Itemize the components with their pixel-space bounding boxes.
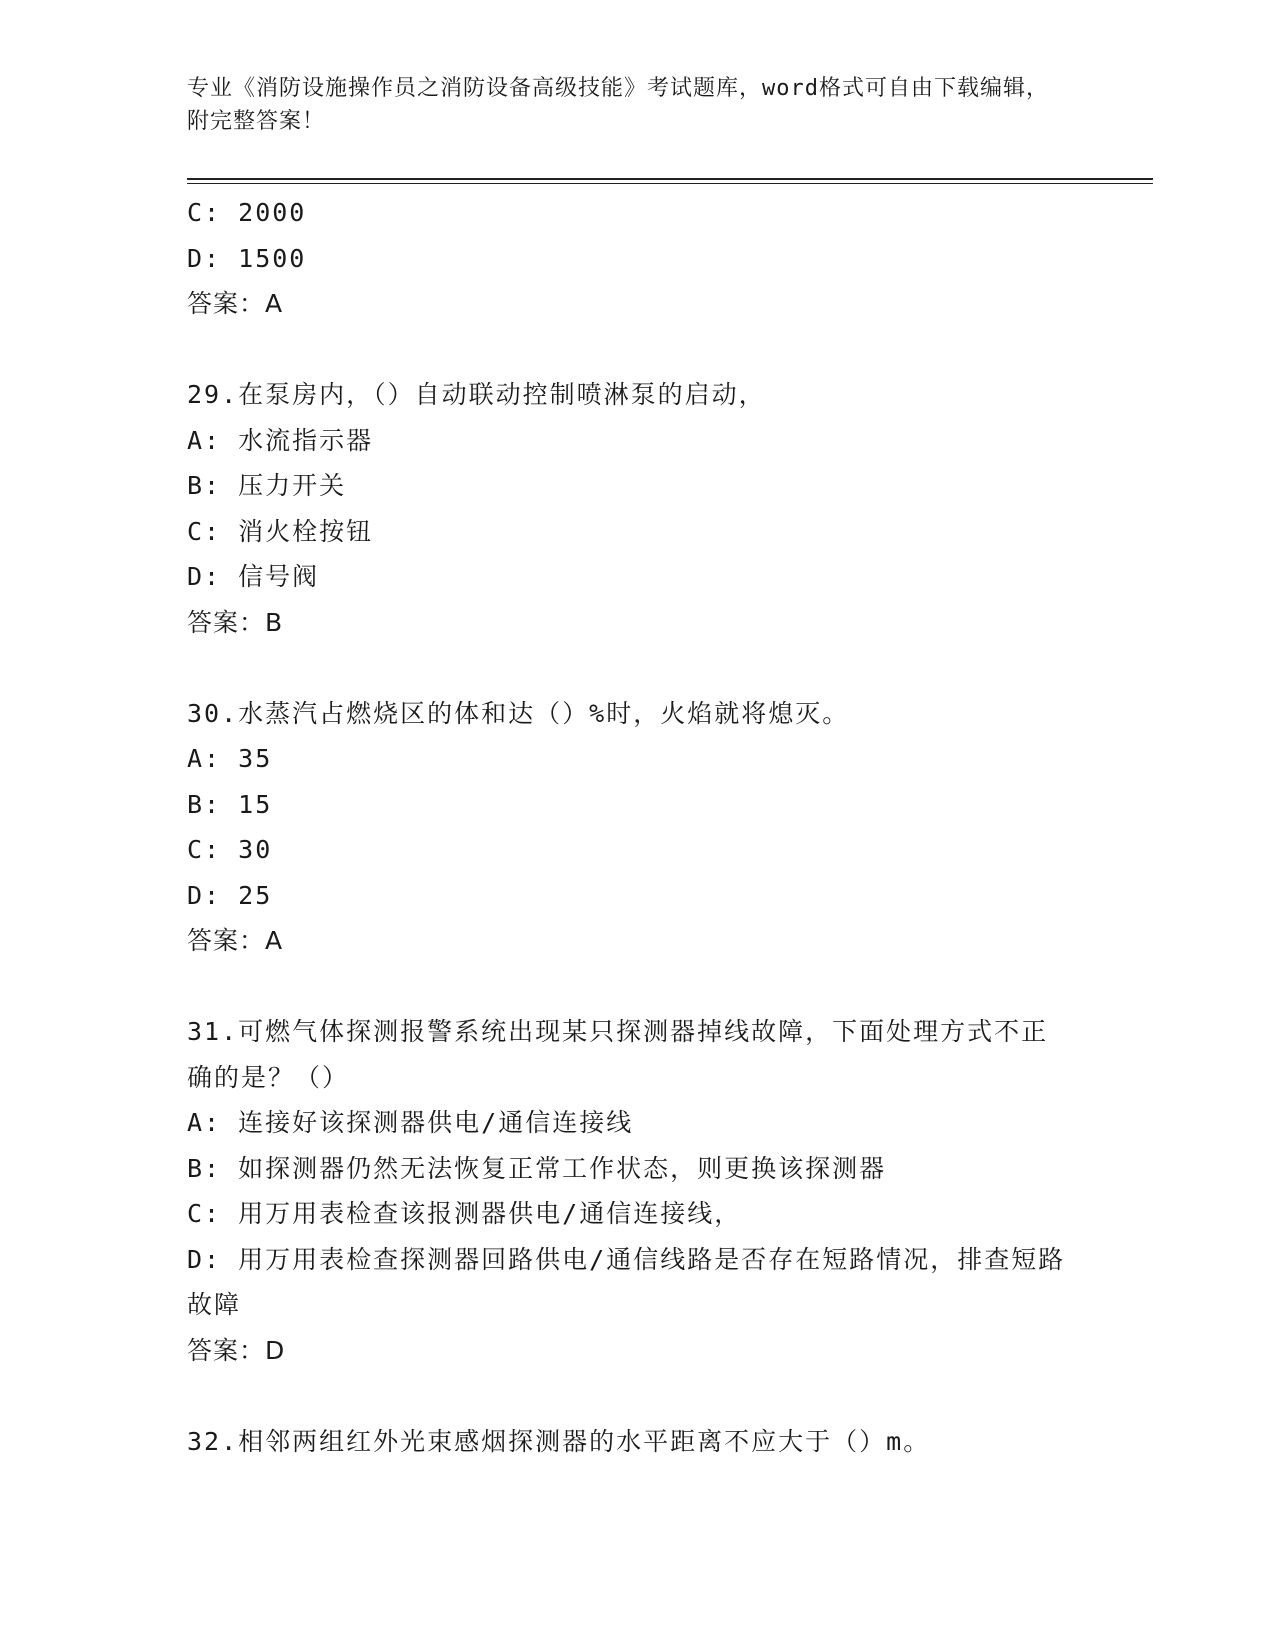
option-c: C: 用万用表检查该报测器供电/通信连接线， — [187, 1199, 742, 1228]
question-stem: 32.相邻两组红外光束感烟探测器的水平距离不应大于（）m。 — [187, 1426, 931, 1456]
option-d: D: 25 — [187, 880, 273, 910]
header-divider-thick — [187, 178, 1153, 180]
question-stem: 29.在泵房内，（）自动联动控制喷淋泵的启动， — [187, 380, 766, 409]
answer-line: 答案：B — [187, 607, 284, 637]
document-header — [187, 72, 1067, 138]
option-c: C: 2000 — [187, 198, 307, 227]
option-a: A: 连接好该探测器供电/通信连接线 — [187, 1108, 634, 1137]
option-d: D: 信号阀 — [187, 562, 320, 591]
spacer — [187, 964, 1087, 1010]
option-d: D: 1500 — [187, 243, 307, 273]
spacer — [187, 1373, 1087, 1419]
question-stem: 31.可燃气体探测报警系统出现某只探测器掉线故障，下面处理方式不正确的是？（） — [187, 1017, 1049, 1092]
option-c: C: 30 — [187, 835, 273, 864]
question-list — [187, 190, 1087, 1464]
option-a: A: 35 — [187, 744, 273, 773]
option-d: D: 用万用表检查探测器回路供电/通信线路是否存在短路情况，排查短路故障 — [187, 1244, 1066, 1319]
option-b: B: 15 — [187, 789, 273, 819]
answer-line: 答案：A — [187, 289, 284, 318]
question-stem: 30.水蒸汽占燃烧区的体和达（）%时，火焰就将熄灭。 — [187, 698, 850, 728]
spacer — [187, 645, 1087, 691]
option-c: C: 消火栓按钮 — [187, 516, 374, 546]
header-divider-thin — [187, 183, 1153, 184]
answer-line: 答案：A — [187, 926, 284, 955]
spacer — [187, 327, 1087, 373]
option-b: B: 如探测器仍然无法恢复正常工作状态，则更换该探测器 — [187, 1153, 887, 1183]
option-a: A: 水流指示器 — [187, 425, 374, 455]
option-b: B: 压力开关 — [187, 471, 347, 500]
answer-line: 答案：D — [187, 1335, 286, 1365]
header-text: 专业《消防设施操作员之消防设备高级技能》考试题库，word格式可自由下载编辑，附完整答案！ — [187, 76, 1049, 134]
